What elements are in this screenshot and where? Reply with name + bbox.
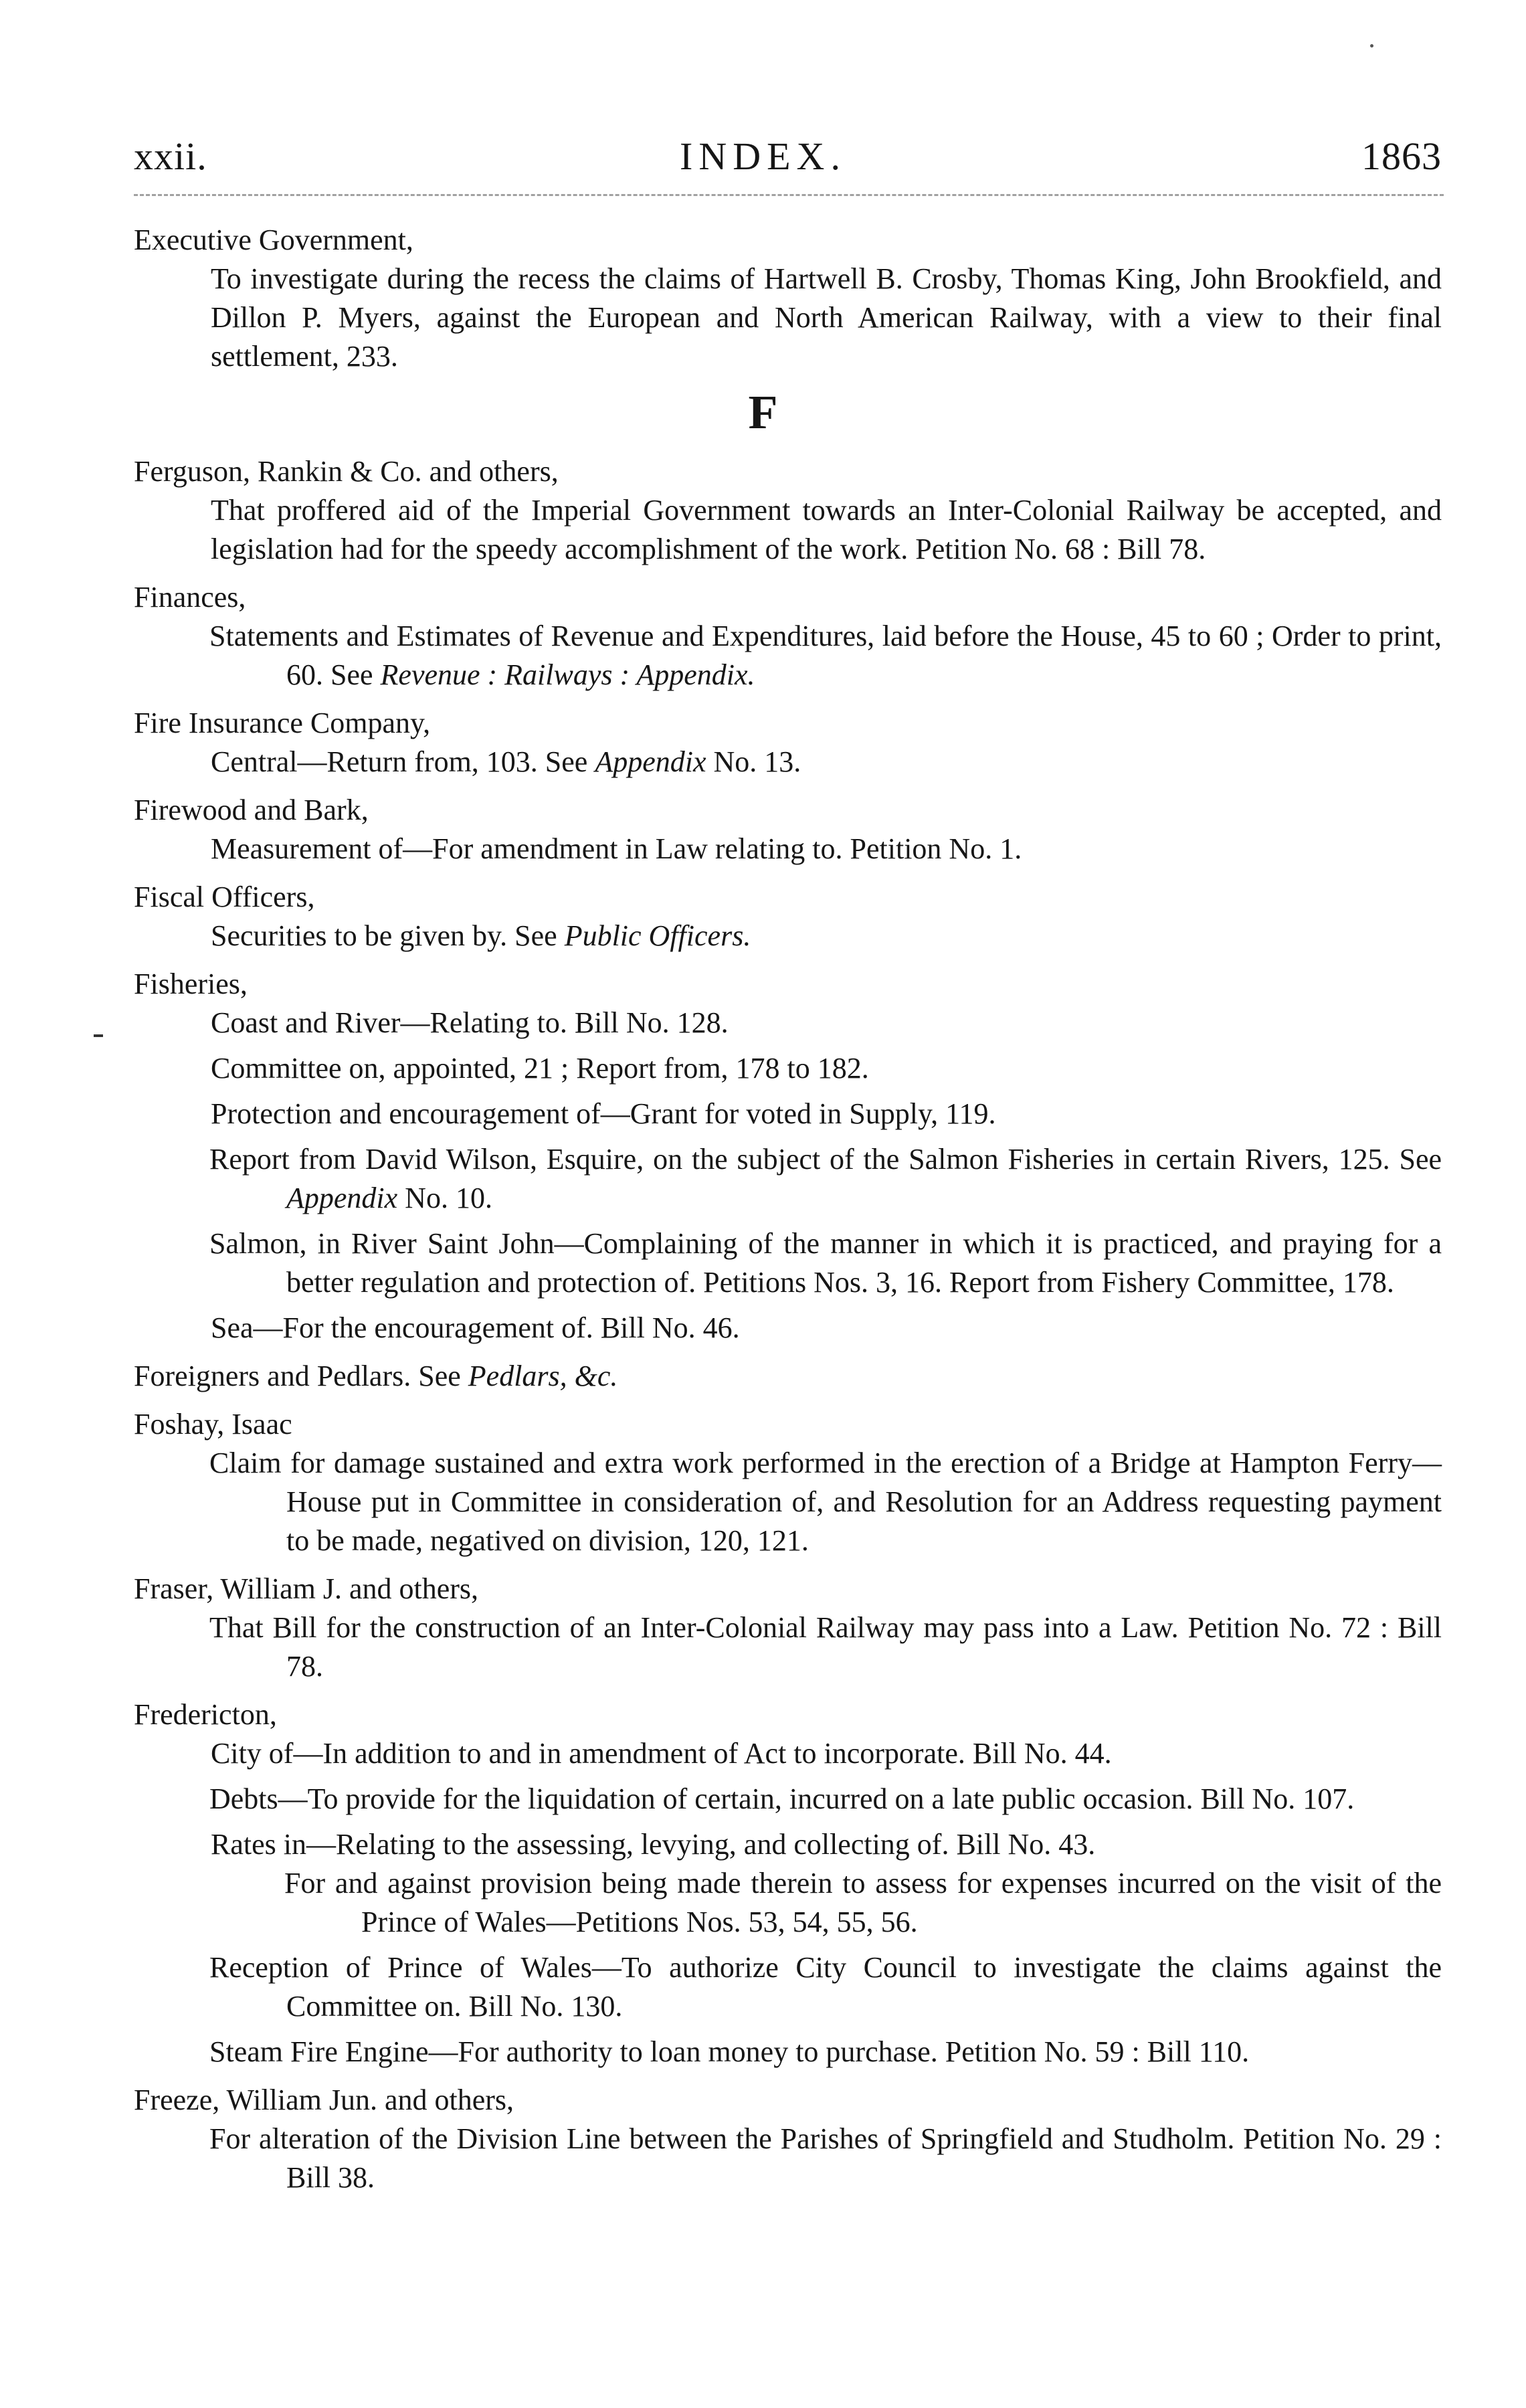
entry-subentry: Rates in—Relating to the assessing, levying, and collecting of. Bill No. 43.	[211, 1828, 1096, 1861]
page-title: INDEX.	[680, 134, 846, 178]
index-entry	[134, 878, 1442, 955]
entry-subentry: For and against provision being made therein to assess for expenses incurred on the visit of the Prince of Wales—Petitions Nos. 53, 54, 55, 56.	[284, 1867, 1442, 1938]
entry-subentry	[134, 617, 1442, 694]
index-entry	[134, 221, 1442, 376]
entry-heading: Foshay, Isaac	[134, 1408, 292, 1441]
entry-subentry	[134, 917, 1442, 955]
see-label: See	[418, 1360, 461, 1392]
entry-subentry: To investigate during the recess the claims of Hartwell B. Crosby, Thomas King, John Brookfield, and Dillon P. Myers, against the European and North American Railway, with a view to their final settlement, 233.	[211, 262, 1442, 373]
entry-subentry: Measurement of—For amendment in Law relating to. Petition No. 1.	[211, 832, 1022, 865]
index-entry	[134, 1357, 1442, 1396]
margin-dash-mark	[94, 1034, 103, 1037]
entry-heading: Fisheries,	[134, 967, 248, 1000]
index-entry	[134, 1405, 1442, 1560]
entry-heading: Fredericton,	[134, 1698, 277, 1731]
see-label: See	[1399, 1143, 1442, 1176]
entry-subentry: That Bill for the construction of an Inter-Colonial Railway may pass into a Law. Petition No. 72 : Bill 78.	[209, 1611, 1442, 1683]
entry-subentry: City of—In addition to and in amendment of Act to incorporate. Bill No. 44.	[211, 1737, 1112, 1770]
entry-heading: Fiscal Officers,	[134, 881, 315, 913]
entry-subentry: Protection and encouragement of—Grant for voted in Supply, 119.	[211, 1097, 996, 1130]
page-year: 1863	[1361, 134, 1442, 178]
header-rule	[134, 194, 1444, 196]
index-entry	[134, 965, 1442, 1348]
cross-reference: Appendix	[595, 745, 706, 778]
index-entry	[134, 1570, 1442, 1686]
reference-number: No. 10.	[405, 1182, 492, 1214]
see-label: See	[545, 745, 588, 778]
see-label: See	[514, 919, 557, 952]
cross-reference: Pedlars, &c.	[468, 1360, 618, 1392]
reference-number: No. 13.	[713, 745, 801, 778]
cross-reference: Appendix	[286, 1182, 398, 1214]
subentry-text: Securities to be given by.	[211, 919, 508, 952]
entry-subentry	[134, 743, 1442, 781]
speck-mark	[1370, 44, 1373, 48]
index-body	[134, 221, 1442, 2207]
page-number: xxii.	[134, 134, 207, 178]
entry-heading: Fire Insurance Company,	[134, 707, 431, 739]
entry-heading: Fraser, William J. and others,	[134, 1572, 479, 1605]
entry-heading: Freeze, William Jun. and others,	[134, 2083, 514, 2116]
entry-subentry: Steam Fire Engine—For authority to loan money to purchase. Petition No. 59 : Bill 110.	[209, 2035, 1250, 2068]
cross-reference: Public Officers.	[564, 919, 751, 952]
entry-subentry: Coast and River—Relating to. Bill No. 128.	[211, 1006, 729, 1039]
section-letter: F	[748, 385, 778, 439]
index-entry	[134, 1695, 1442, 2071]
see-label: See	[330, 658, 373, 691]
subentry-text: Report from David Wilson, Esquire, on the subject of the Salmon Fisheries in certain Rivers, 125.	[209, 1143, 1390, 1176]
entry-heading	[134, 1357, 1442, 1396]
entry-subentry: For alteration of the Division Line between the Parishes of Springfield and Studholm. Petition No. 29 : Bill 38.	[209, 2122, 1442, 2194]
index-entry	[134, 2081, 1442, 2197]
entry-subentry: Reception of Prince of Wales—To authorize City Council to investigate the claims against the Committee on. Bill No. 130.	[209, 1951, 1442, 2023]
entry-heading: Executive Government,	[134, 223, 413, 256]
heading-text: Foreigners and Pedlars.	[134, 1360, 411, 1392]
entry-subentry	[134, 1140, 1442, 1218]
index-entry	[134, 704, 1442, 781]
index-entry	[134, 791, 1442, 868]
index-entry	[134, 452, 1442, 569]
subentry-text: Statements and Estimates of Revenue and Expenditures, laid before the House, 45 to 60 ; Order to print, 60.	[209, 620, 1442, 691]
entry-subentry: Sea—For the encouragement of. Bill No. 46.	[211, 1311, 740, 1344]
entry-subentry: Claim for damage sustained and extra work performed in the erection of a Bridge at Hampton Ferry—House put in Committee in consideration of, and Resolution for an Address requesting payment to be made, negatived on division, 120, 121.	[209, 1447, 1442, 1557]
entry-heading: Firewood and Bark,	[134, 794, 369, 826]
entry-subentry: That proffered aid of the Imperial Government towards an Inter-Colonial Railway be accepted, and legislation had for the speedy accomplishment of the work. Petition No. 68 : Bill 78.	[211, 494, 1442, 565]
index-entry	[134, 578, 1442, 694]
entry-heading: Ferguson, Rankin & Co. and others,	[134, 455, 559, 488]
entry-subentry: Salmon, in River Saint John—Complaining of the manner in which it is practiced, and praying for a better regulation and protection of. Petitions Nos. 3, 16. Report from Fishery Committee, 178.	[209, 1227, 1442, 1299]
entry-subentry: Committee on, appointed, 21 ; Report from, 178 to 182.	[211, 1052, 869, 1085]
cross-reference: Revenue : Railways : Appendix.	[380, 658, 755, 691]
entry-heading: Finances,	[134, 581, 246, 614]
subentry-text: Central—Return from, 103.	[211, 745, 538, 778]
entry-subentry: Debts—To provide for the liquidation of certain, incurred on a late public occasion. Bill No. 107.	[209, 1782, 1355, 1815]
